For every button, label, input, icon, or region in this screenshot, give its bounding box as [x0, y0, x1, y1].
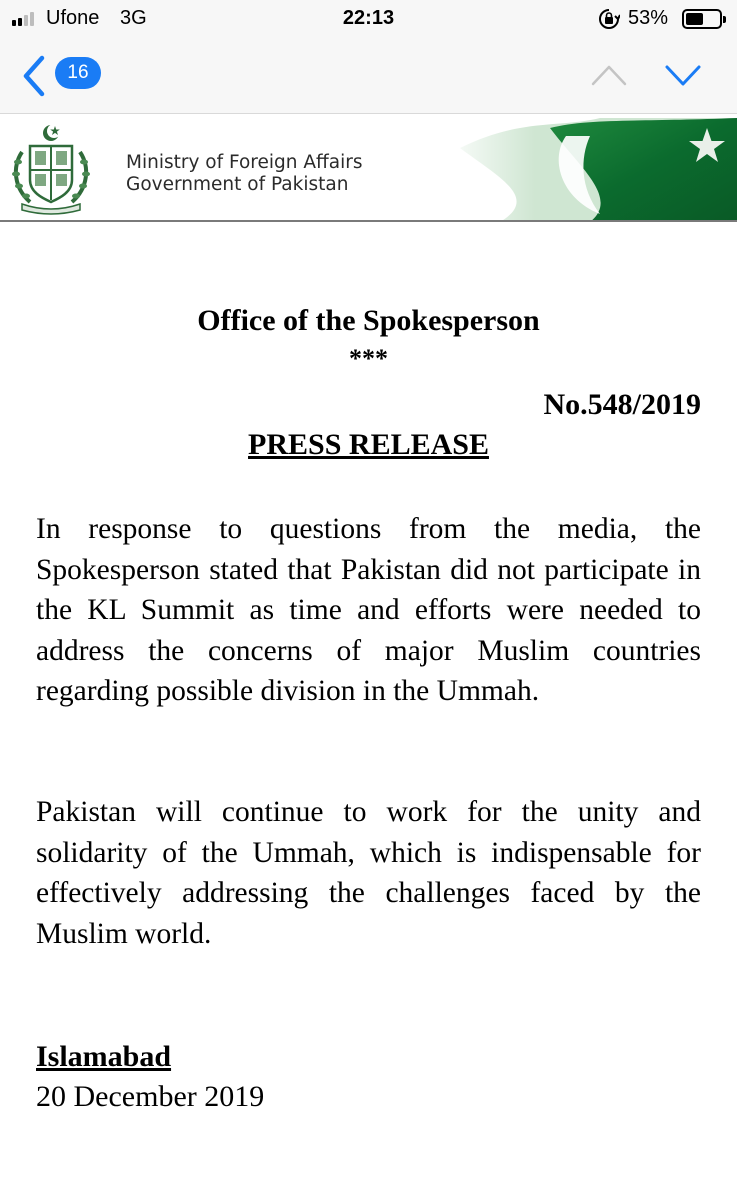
government-name: Government of Pakistan: [126, 174, 349, 195]
network-type: 3G: [120, 7, 147, 29]
status-bar: [0, 0, 737, 40]
chevron-down-icon[interactable]: [664, 62, 702, 88]
release-number: No.548/2019: [543, 388, 701, 421]
paragraph: Pakistan will continue to work for the unity and solidarity of the Ummah, which is indispensable for effectively addressing the challenges faced by the Muslim world.: [36, 796, 701, 950]
chevron-left-icon[interactable]: [18, 54, 48, 98]
state-emblem-icon: [8, 122, 94, 216]
chevron-up-icon[interactable]: [590, 62, 628, 88]
place: Islamabad: [36, 1040, 172, 1073]
rotation-lock-icon: [598, 8, 620, 30]
ministry-name: Ministry of Foreign Affairs: [126, 152, 363, 173]
letterhead: [0, 118, 737, 222]
battery-icon: [682, 9, 722, 29]
press-release: [0, 222, 737, 1200]
nav-bar: [0, 40, 737, 114]
status-time: 22:13: [342, 7, 395, 29]
battery-percent: 53%: [628, 7, 669, 29]
paragraph: In response to questions from the media, the Spokesperson stated that Pakistan did not participate in the KL Summit as time and efforts were needed to address the concerns of major Muslim countries regarding possible division in the Ummah.: [36, 513, 701, 707]
pakistan-flag-icon: [440, 118, 737, 222]
release-date: 20 December 2019: [36, 1080, 265, 1113]
carrier-name: Ufone: [46, 7, 100, 29]
separator: ***: [349, 344, 388, 373]
press-release-heading: PRESS RELEASE: [248, 428, 489, 461]
unread-count-badge[interactable]: 16: [55, 57, 101, 89]
office-heading: Office of the Spokesperson: [197, 304, 540, 337]
ministry-title: [126, 152, 363, 196]
